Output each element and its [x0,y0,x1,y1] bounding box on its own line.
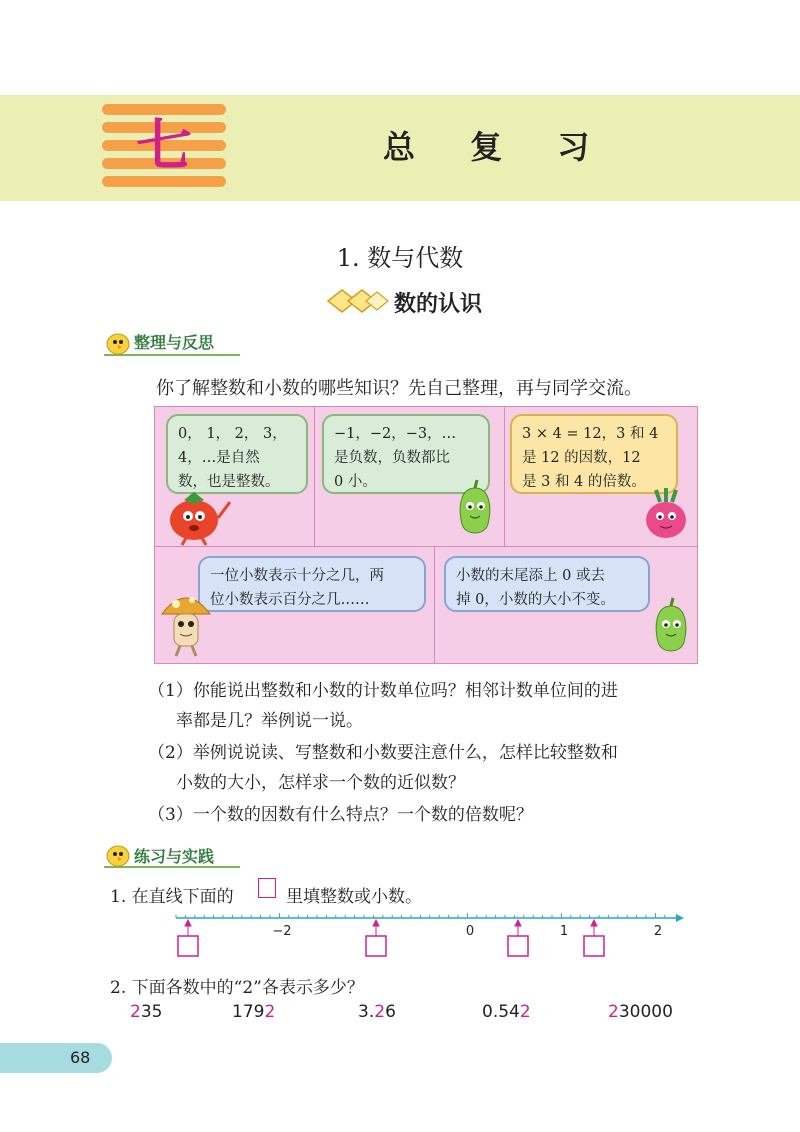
practice-underline [104,866,240,868]
subsection-title: 数的认识 [394,292,483,317]
page-number-tab [0,1043,112,1073]
chick-icon [104,842,132,868]
bubble-decimal-zero [444,556,650,612]
problem-1-text-end: 里填整数或小数。 [286,887,422,907]
number-item: 1792 [232,1002,276,1022]
question-2 [148,738,618,798]
question-text: 一个数的因数有什么特点？一个数的倍数呢？ [192,805,533,825]
bubble-natural-numbers [166,414,308,494]
bubble-line: 位小数表示百分之几…… [210,592,370,608]
bubble-line: 数，也是整数。 [178,474,280,490]
question-label: （2） [148,743,193,763]
problem-1-text: 1. 在直线下面的 [110,887,234,907]
answer-box [584,936,604,956]
radish-character-icon [636,484,694,544]
number-item: 230000 [608,1002,673,1022]
answer-box-sample [258,878,276,898]
tomato-character-icon [160,488,236,546]
tick-label: 0 [465,924,475,939]
pepper-character-icon [646,596,696,662]
question-text: 小数的大小，怎样求一个数的近似数？ [176,773,465,793]
answer-arrows [185,920,597,936]
panel-divider-v3 [434,546,435,664]
number-item: 0.542 [482,1002,531,1022]
answer-box [366,936,386,956]
review-underline [104,354,240,356]
question-3 [148,800,533,830]
question-text: 率都是几？举例说一说。 [176,711,363,731]
panel-divider-v2 [504,406,505,546]
chick-icon [104,330,132,356]
bubble-line: −1，−2，−3，… [334,426,457,442]
bubble-line: 是负数，负数都比 [334,450,450,466]
question-text: 举例说说读、写整数和小数要注意什么，怎样比较整数和 [192,743,618,763]
answer-box [178,936,198,956]
problem-2-text: 2. 下面各数中的“2”各表示多少？ [110,978,364,998]
practice-heading: 练习与实践 [134,847,215,866]
bubble-line: 是 3 和 4 的倍数。 [522,474,646,490]
panel-divider-v1 [314,406,315,546]
chapter-number: 七 [136,114,192,179]
bubble-line: 4，…是自然 [178,450,260,466]
panel-divider-h [154,546,698,547]
mushroom-character-icon [158,586,214,658]
number-item: 3.26 [358,1002,396,1022]
chapter-title: 总 复 习 [383,128,612,166]
review-intro: 你了解整数和小数的哪些知识？先自己整理，再与同学交流。 [156,378,642,399]
bubble-decimal-places [198,556,426,612]
pepper-character-icon [450,478,500,544]
bubble-line: 掉 0，小数的大小不变。 [456,592,615,608]
section-title: 1. 数与代数 [336,244,464,272]
question-label: （3） [148,805,193,825]
page-number: 68 [70,1048,91,1067]
number-item: 235 [130,1002,163,1022]
bubble-line: 0， 1， 2， 3， [178,426,287,442]
tick-label: 1 [559,924,569,939]
question-label: （1） [148,681,193,701]
answer-box [508,936,528,956]
tick-label: −2 [272,924,292,939]
bubble-line: 0 小。 [334,474,377,490]
bubble-line: 3 × 4 = 12，3 和 4 [522,426,659,442]
bubble-line: 是 12 的因数，12 [522,450,641,466]
number-line [170,906,690,962]
question-1 [148,676,618,736]
bubble-factors-multiples [510,414,678,494]
bubble-line: 小数的末尾添上 0 或去 [456,568,605,584]
tick-label: 2 [653,924,663,939]
question-text: 你能说出整数和小数的计数单位吗？相邻计数单位间的进 [192,681,618,701]
bubble-line: 一位小数表示十分之几，两 [210,568,384,584]
review-heading: 整理与反思 [134,333,215,352]
diamond-icon [326,288,390,314]
